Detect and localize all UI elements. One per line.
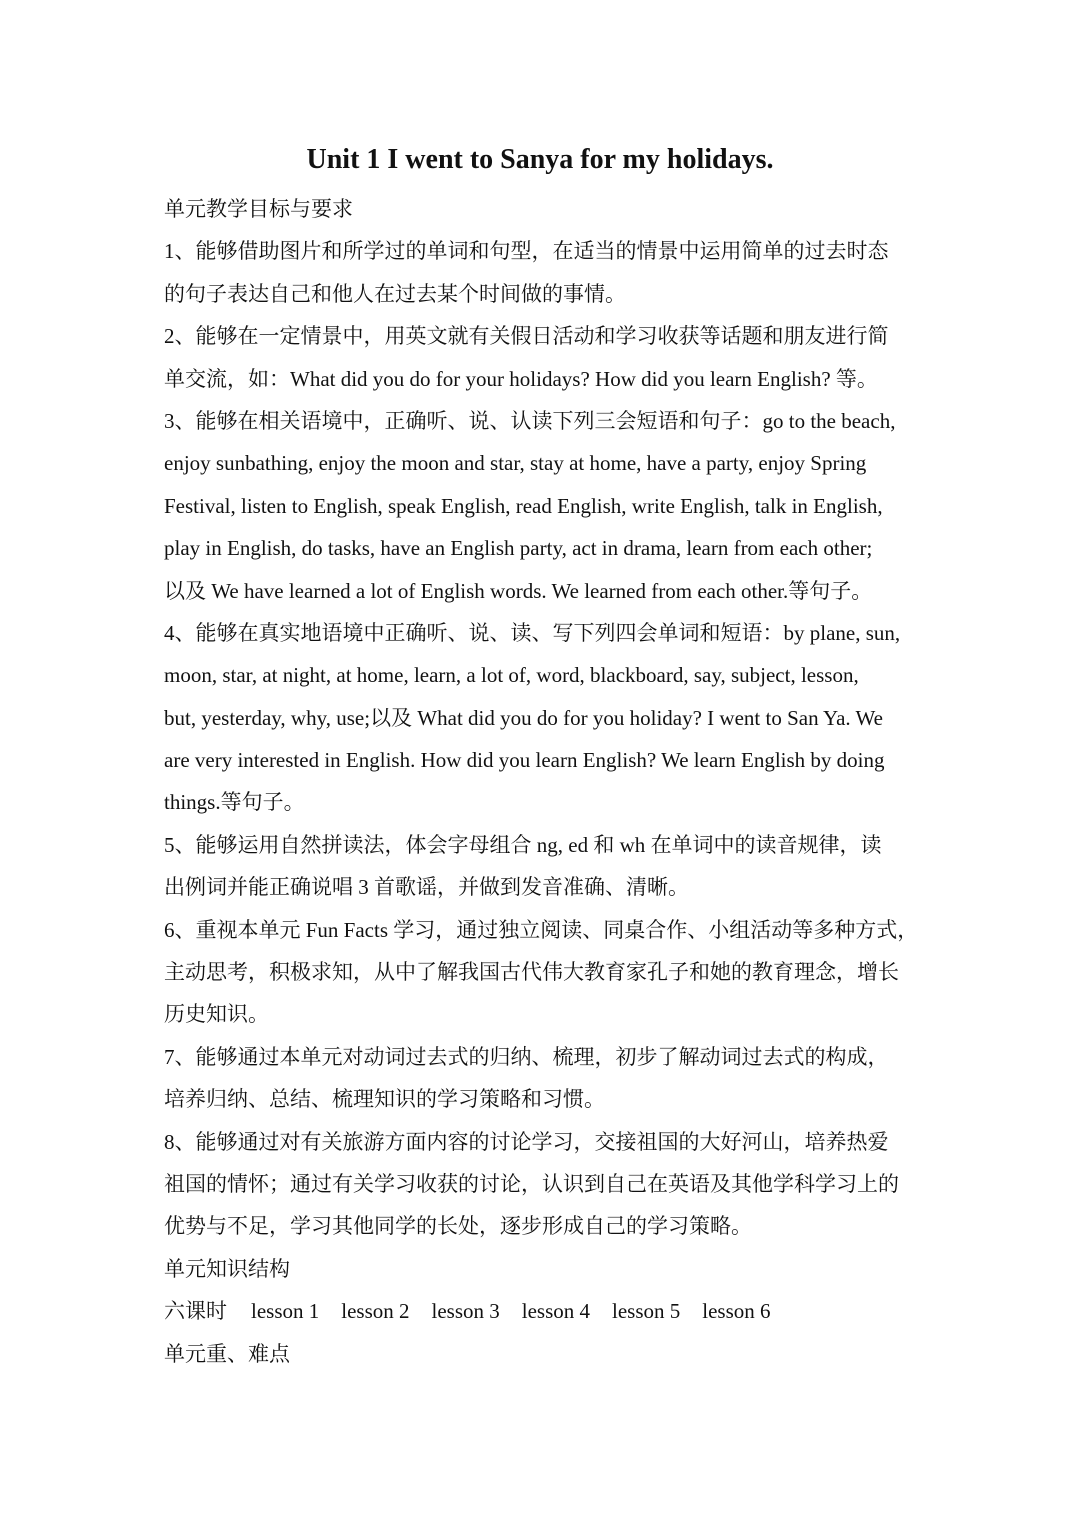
body-line: 主动思考，积极求知，从中了解我国古代伟大教育家孔子和她的教育理念，增长 (164, 960, 899, 985)
body-line: 7、能够通过本单元对动词过去式的归纳、梳理，初步了解动词过去式的构成， (164, 1044, 889, 1069)
body-line: 1、能够借助图片和所学过的单词和句型，在适当的情景中运用简单的过去时态 (164, 239, 889, 264)
body-line: 培养归纳、总结、梳理知识的学习策略和习惯。 (164, 1087, 605, 1112)
lesson-item: lesson 4 (521, 1299, 590, 1324)
body-line: 4、能够在真实地语境中正确听、说、读、写下列四会单词和短语：by plane, sun, (164, 620, 901, 645)
lesson-item: lesson 6 (702, 1299, 771, 1324)
body-line: Festival, listen to English, speak English, read English, write English, talk in English, (164, 493, 883, 518)
body-line: are very interested in English. How did you learn English? We learn English by doing (164, 748, 885, 773)
body-line: 6、重视本单元 Fun Facts 学习，通过独立阅读、同桌合作、小组活动等多种方式， (164, 917, 919, 942)
body-line: 2、能够在一定情景中，用英文就有关假日活动和学习收获等话题和朋友进行简 (164, 324, 889, 349)
lesson-item: lesson 3 (431, 1299, 500, 1324)
lesson-row-label: 六课时 (164, 1299, 227, 1324)
body-line: 5、能够运用自然拼读法，体会字母组合 ng, ed 和 wh 在单词中的读音规律，读 (164, 832, 882, 857)
body-line: 3、能够在相关语境中，正确听、说、认读下列三会短语和句子：go to the beach, (164, 408, 896, 433)
document-body (164, 188, 934, 1375)
lesson-item: lesson 2 (341, 1299, 410, 1324)
body-line: 历史知识。 (164, 1002, 269, 1027)
body-line: moon, star, at night, at home, learn, a lot of, word, blackboard, say, subject, lesson, (164, 663, 859, 688)
lesson-item: lesson 1 (251, 1299, 320, 1324)
section-heading-structure: 单元知识结构 (164, 1256, 290, 1281)
document-title: Unit 1 I went to Sanya for my holidays. (306, 144, 774, 175)
body-line: 的句子表达自己和他人在过去某个时间做的事情。 (164, 281, 626, 306)
body-line: 优势与不足，学习其他同学的长处，逐步形成自己的学习策略。 (164, 1214, 752, 1239)
body-line: 祖国的情怀；通过有关学习收获的讨论，认识到自己在英语及其他学科学习上的 (164, 1171, 899, 1196)
lesson-row (164, 1290, 934, 1332)
body-line: enjoy sunbathing, enjoy the moon and star, stay at home, have a party, enjoy Spring (164, 451, 867, 476)
body-line: play in English, do tasks, have an English party, act in drama, learn from each other; (164, 536, 873, 561)
lesson-item: lesson 5 (612, 1299, 681, 1324)
body-line: but, yesterday, why, use;以及 What did you do for you holiday? I went to San Ya. We (164, 705, 884, 730)
section-heading-key-points: 单元重、难点 (164, 1341, 290, 1366)
body-line: 以及 We have learned a lot of English words. We learned from each other.等句子。 (164, 578, 873, 603)
section-heading-goals: 单元教学目标与要求 (164, 197, 353, 221)
body-line: 单交流，如：What did you do for your holidays? How did you learn English? 等。 (164, 366, 878, 391)
body-line: 8、能够通过对有关旅游方面内容的讨论学习，交接祖国的大好河山，培养热爱 (164, 1129, 889, 1154)
body-line: 出例词并能正确说唱 3 首歌谣，并做到发音准确、清晰。 (164, 875, 689, 900)
body-line: things.等句子。 (164, 790, 305, 815)
